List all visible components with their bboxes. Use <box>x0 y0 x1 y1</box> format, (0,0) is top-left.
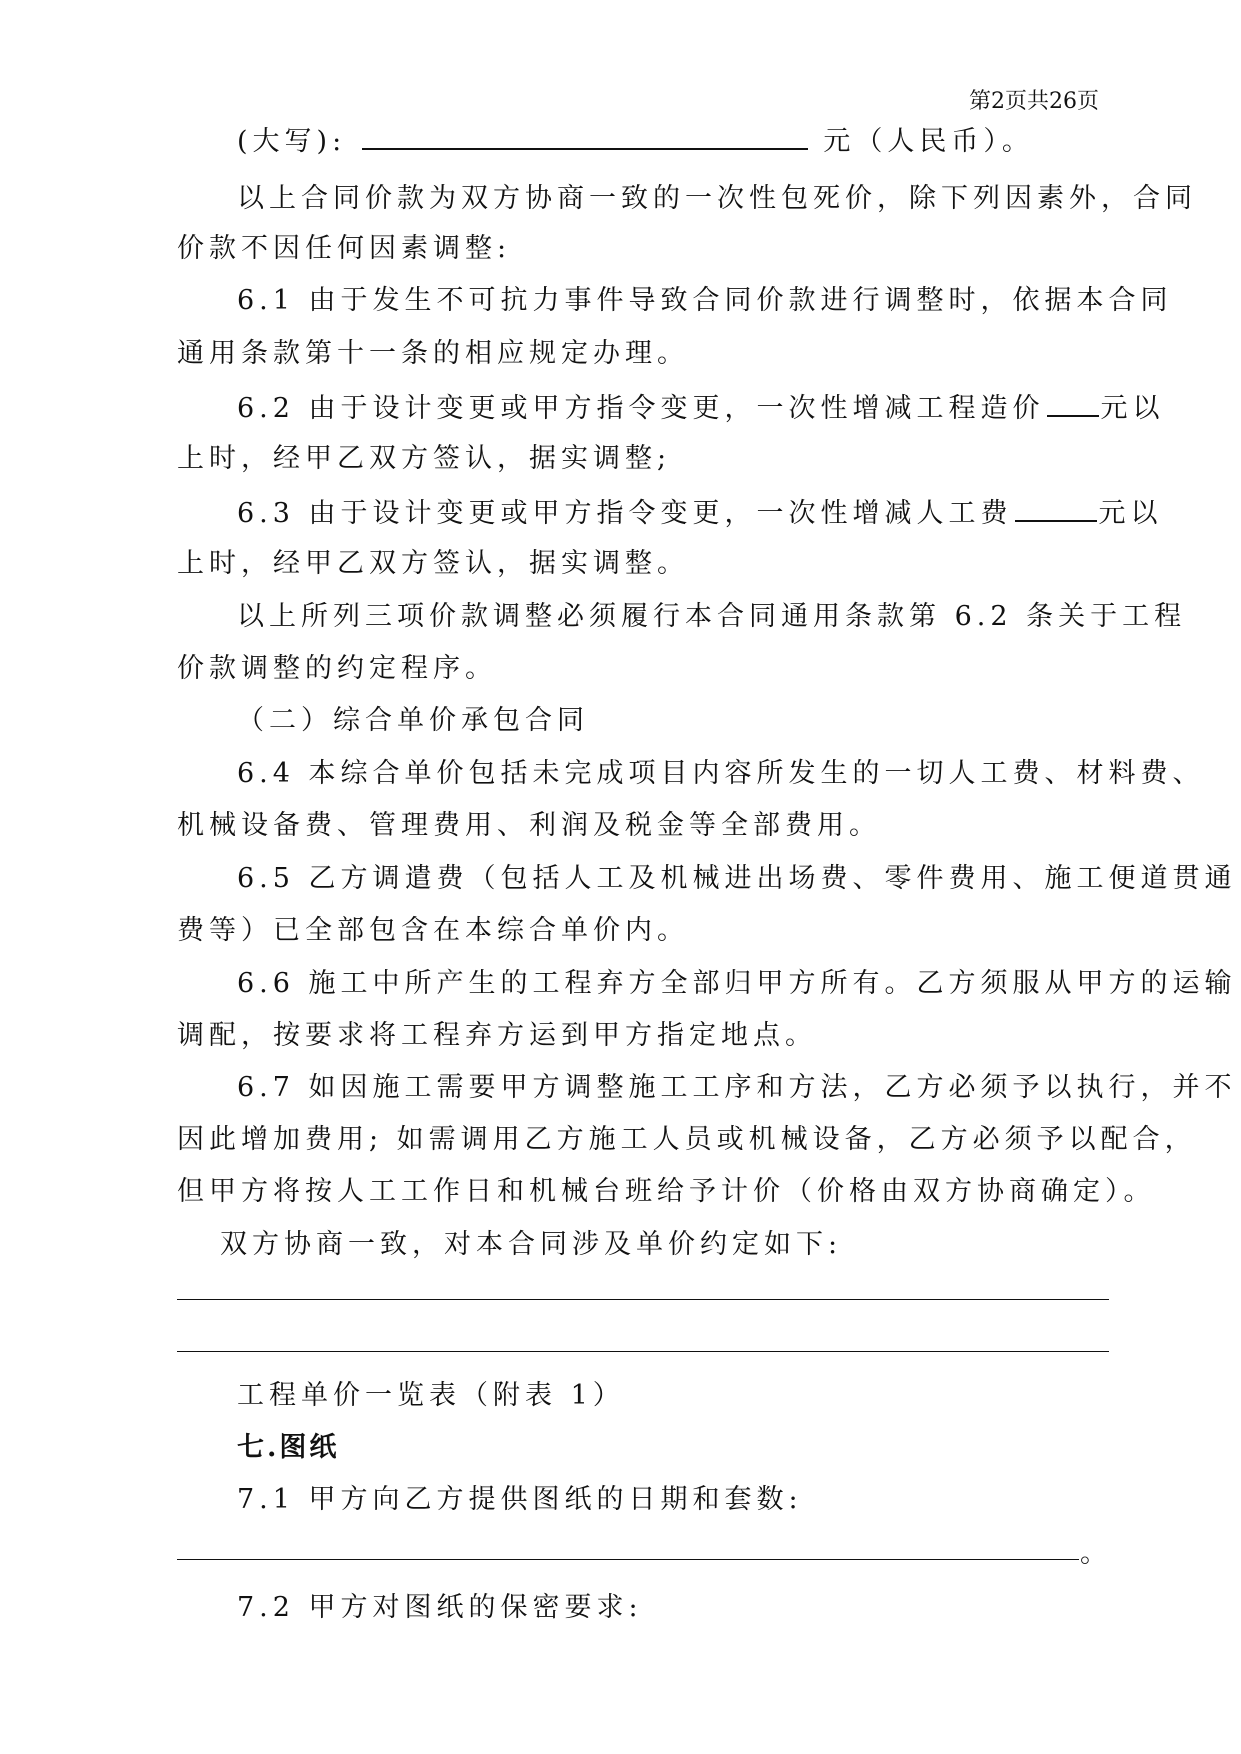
blank-labor-threshold[interactable] <box>1015 494 1097 522</box>
clause-6-5: 6.5 乙方调遣费（包括人工及机械进出场费、零件费用、施工便道贯通 <box>237 863 1237 894</box>
appendix-reference: 工程单价一览表（附表 1） <box>237 1380 625 1411</box>
paragraph-line: 以上合同价款为双方协商一致的一次性包死价，除下列因素外，合同 <box>237 183 1197 214</box>
paragraph-line: 机械设备费、管理费用、利润及税金等全部费用。 <box>177 810 881 841</box>
clause-6-4: 6.4 本综合单价包括未完成项目内容所发生的一切人工费、材料费、 <box>237 758 1205 789</box>
section-heading-drawings: 七.图纸 <box>237 1432 340 1463</box>
period-mark: 。 <box>1080 1538 1112 1569</box>
paragraph-line: 费等）已全部包含在本综合单价内。 <box>177 915 689 946</box>
paragraph-line: 但甲方将按人工工作日和机械台班给予计价（价格由双方协商确定）。 <box>177 1176 1156 1207</box>
label-amount-in-words: (大写): <box>237 126 347 157</box>
clause-6-1: 6.1 由于发生不可抗力事件导致合同价款进行调整时，依据本合同 <box>237 285 1173 316</box>
clause-6-2-unit: 元以 <box>1100 393 1165 424</box>
clause-6-6: 6.6 施工中所产生的工程弃方全部归甲方所有。乙方须服从甲方的运输 <box>237 968 1237 999</box>
paragraph-line: 价款不因任何因素调整: <box>177 233 512 264</box>
blank-cost-threshold[interactable] <box>1047 389 1099 417</box>
blank-amount-in-words[interactable] <box>362 122 808 150</box>
paragraph-line: 通用条款第十一条的相应规定办理。 <box>177 338 689 369</box>
clause-6-3-text: 6.3 由于设计变更或甲方指令变更，一次性增减人工费 <box>237 498 1013 529</box>
line-amount-in-words <box>237 122 1034 160</box>
clause-6-2-text: 6.2 由于设计变更或甲方指令变更，一次性增减工程造价 <box>237 393 1045 424</box>
clause-6-7: 6.7 如因施工需要甲方调整施工工序和方法，乙方必须予以执行，并不 <box>237 1072 1237 1103</box>
blank-line[interactable] <box>177 1299 1109 1300</box>
clause-7-2: 7.2 甲方对图纸的保密要求: <box>237 1592 643 1623</box>
blank-drawing-date[interactable] <box>177 1559 1079 1560</box>
clause-6-2 <box>237 389 1165 427</box>
unit-price-intro: 双方协商一致，对本合同涉及单价约定如下: <box>220 1229 843 1260</box>
paragraph-line: 上时，经甲乙双方签认，据实调整。 <box>177 548 689 579</box>
paragraph-line: 调配，按要求将工程弃方运到甲方指定地点。 <box>177 1020 817 1051</box>
clause-7-1: 7.1 甲方向乙方提供图纸的日期和套数: <box>237 1484 803 1515</box>
section-heading: （二）综合单价承包合同 <box>237 705 589 736</box>
page-number: 第2页共26页 <box>969 89 1099 114</box>
paragraph-line: 上时，经甲乙双方签认，据实调整; <box>177 443 672 474</box>
clause-6-3 <box>237 494 1163 532</box>
paragraph-line: 以上所列三项价款调整必须履行本合同通用条款第 6.2 条关于工程 <box>237 601 1187 632</box>
clause-6-3-unit: 元以 <box>1098 498 1163 529</box>
label-rmb: 元（人民币）。 <box>823 126 1034 157</box>
paragraph-line: 因此增加费用; 如需调用乙方施工人员或机械设备，乙方必须予以配合， <box>177 1124 1197 1155</box>
blank-line[interactable] <box>177 1351 1109 1352</box>
paragraph-line: 价款调整的约定程序。 <box>177 653 497 684</box>
